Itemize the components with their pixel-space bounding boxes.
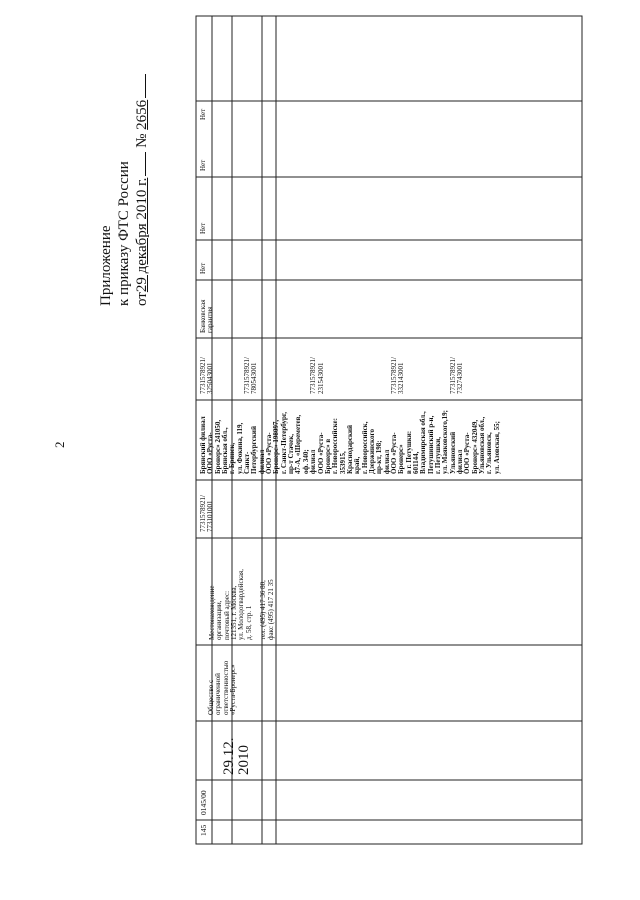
registry-number: 0145/00 (199, 790, 208, 815)
answer-col-d: Нет (199, 108, 207, 120)
answer-col-c: Нет (199, 159, 207, 171)
header-title: Приложение (98, 225, 114, 306)
branches-list: Брянский филиал ООО «Руста- Бронерс» 241050, Брянская обл., г. Брянск, ул. Фокина, 119, Санкт- Петербургский филиал ООО «Руста- Бронерс» 198097, г. Санкт-Петербург, пр-т Стачек, 47-А, «Шереметев, оф. 340; филиал ООО «Руста- Бронерс» в г. Новороссийске: 353915, Краснодарский край, г. Новороссийск, Дзержинского пр-кт, 198; филиал ООО «Руста- Бронерс» в г. Петушки: 601144, Владимирская обл., Петушинский р-н, г. Петушки, ул. Маяковского,19; Ульяновский филиал ООО «Руста- Бронерс» 432049, Ульяновская обл., г. Ульяновск, ул. Азовская, 55; (199, 410, 501, 474)
header-date: 29 декабря 2010 г. (134, 177, 150, 293)
branch-codes: 7731578921/ 325043001 7731578921/ 780543001 7731578921/ 231543001 7731578921/ 332143001 7731578921/ 732743001 (199, 357, 465, 394)
organization-name: Общество с ограниченной ответственностью «Руста-Бронерс» (207, 660, 238, 715)
header-order-number: 2656 (134, 99, 150, 130)
guarantee-type: Банковская гарантия (199, 299, 215, 333)
answer-col-a: Нет (199, 262, 207, 274)
organization-address: Местонахождение организации, почтовый адрес: 121351, г. Москва, ул. Молодогвардейская, д. 58, стр. 1 тел. (495) 417 36 80, факс (495) 417 21 35 (208, 569, 275, 640)
header-order-line: к приказу ФТС России (116, 161, 132, 306)
inn-kpp: 7731578921/ 773101001 (199, 495, 215, 532)
header-date-prefix: от (134, 292, 150, 306)
row-number: 145 (199, 824, 208, 836)
header-number-sign: № (134, 133, 150, 148)
registration-date: 29.12. 2010 (221, 737, 252, 775)
answer-col-b: Нет (199, 222, 207, 234)
page-number: 2 (52, 441, 67, 448)
